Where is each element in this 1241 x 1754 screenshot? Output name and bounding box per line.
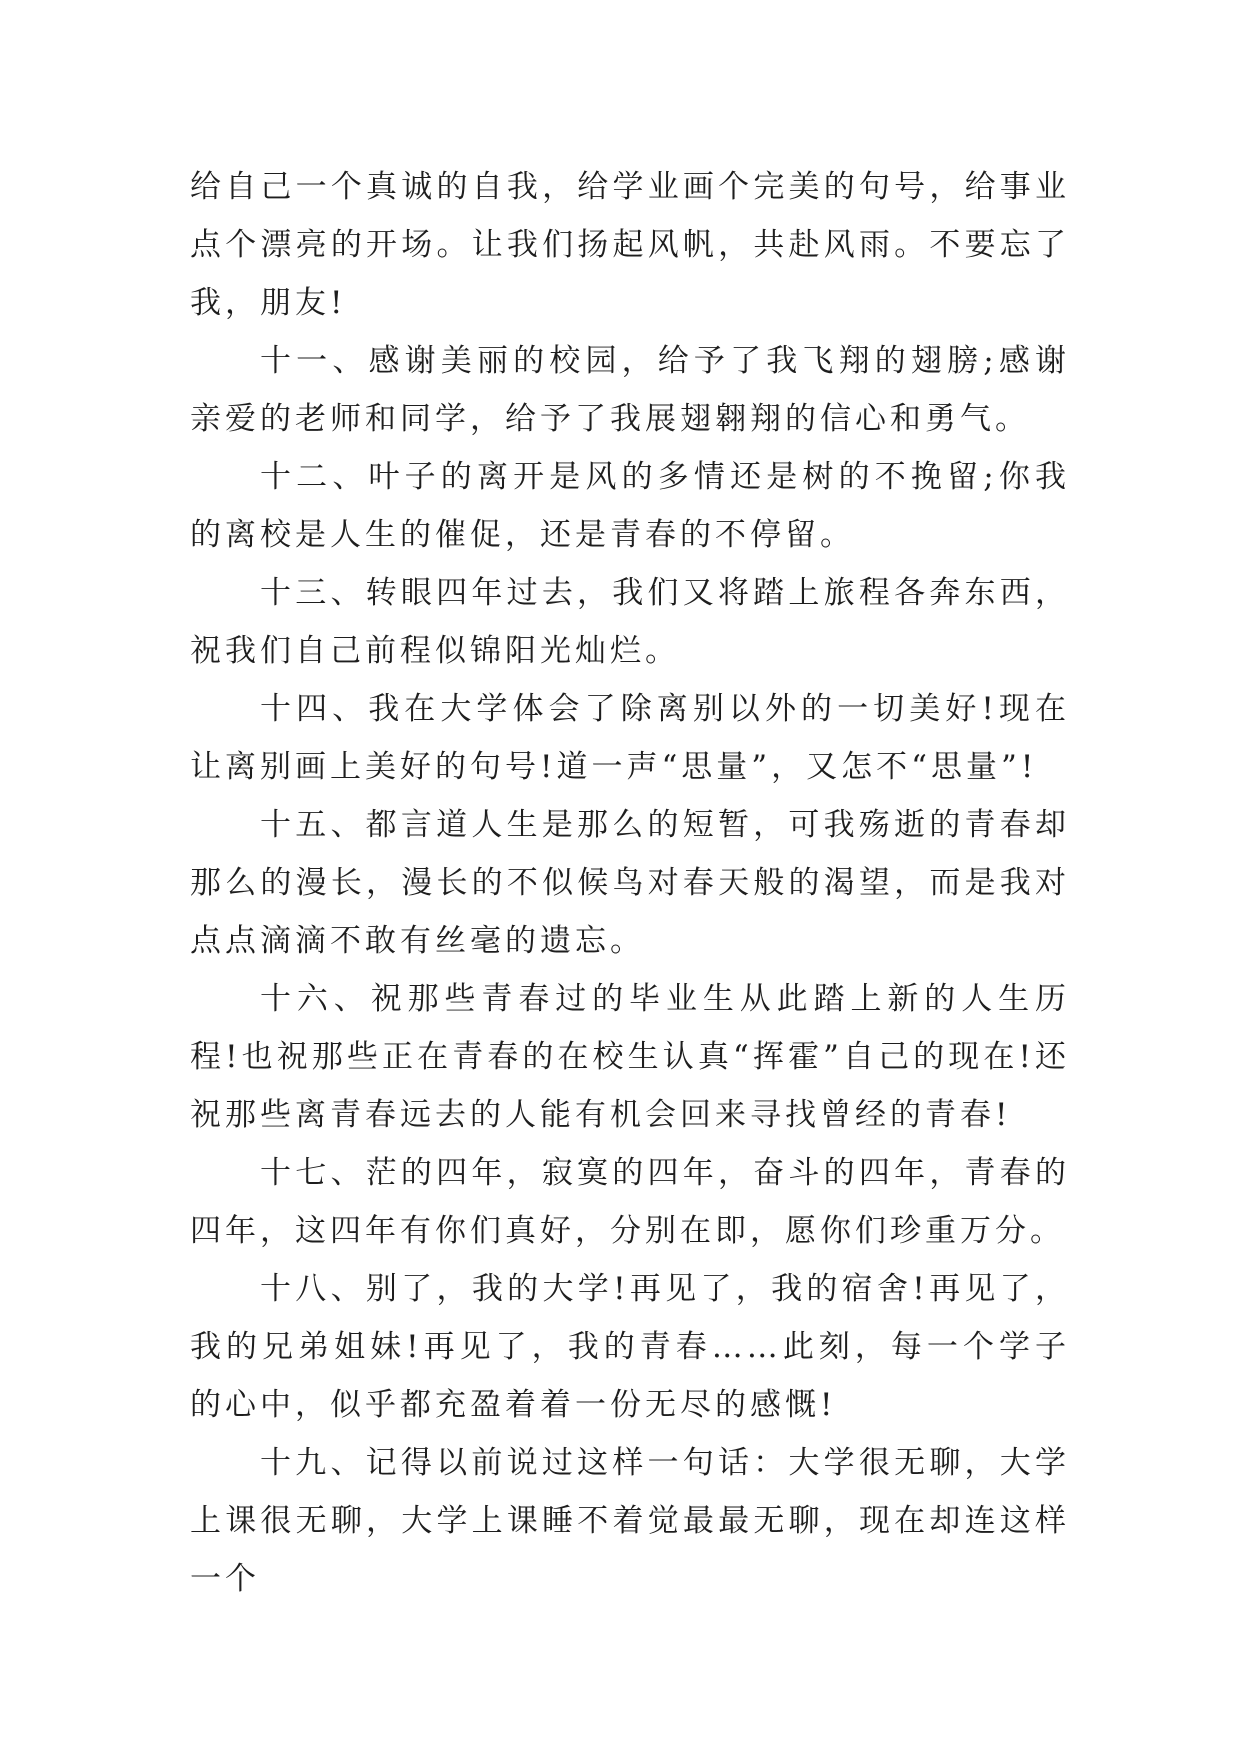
document-body (190, 158, 1070, 1608)
paragraph: 十四、我在大学体会了除离别以外的一切美好!现在让离别画上美好的句号!道一声“思量”，又怎不“思量”! (190, 691, 1070, 785)
paragraph: 十七、茫的四年，寂寞的四年，奋斗的四年，青春的四年，这四年有你们真好，分别在即，愿你们珍重万分。 (190, 1155, 1070, 1249)
paragraph: 十八、别了，我的大学!再见了，我的宿舍!再见了，我的兄弟姐妹!再见了，我的青春……此刻，每一个学子的心中，似乎都充盈着着一份无尽的感慨! (190, 1271, 1070, 1423)
paragraph: 给自己一个真诚的自我，给学业画个完美的句号，给事业点个漂亮的开场。让我们扬起风帆，共赴风雨。不要忘了我，朋友! (190, 169, 1070, 321)
paragraph: 十五、都言道人生是那么的短暂，可我殇逝的青春却那么的漫长，漫长的不似候鸟对春天般的渴望，而是我对点点滴滴不敢有丝毫的遗忘。 (190, 807, 1070, 959)
paragraph: 十九、记得以前说过这样一句话：大学很无聊，大学上课很无聊，大学上课睡不着觉最最无聊，现在却连这样一个 (190, 1445, 1070, 1597)
paragraph: 十三、转眼四年过去，我们又将踏上旅程各奔东西，祝我们自己前程似锦阳光灿烂。 (190, 575, 1070, 669)
paragraph: 十一、感谢美丽的校园，给予了我飞翔的翅膀;感谢亲爱的老师和同学，给予了我展翅翱翔的信心和勇气。 (190, 343, 1070, 437)
paragraph: 十六、祝那些青春过的毕业生从此踏上新的人生历程!也祝那些正在青春的在校生认真“挥霍”自己的现在!还祝那些离青春远去的人能有机会回来寻找曾经的青春! (190, 981, 1070, 1133)
paragraph: 十二、叶子的离开是风的多情还是树的不挽留;你我的离校是人生的催促，还是青春的不停留。 (190, 459, 1070, 553)
